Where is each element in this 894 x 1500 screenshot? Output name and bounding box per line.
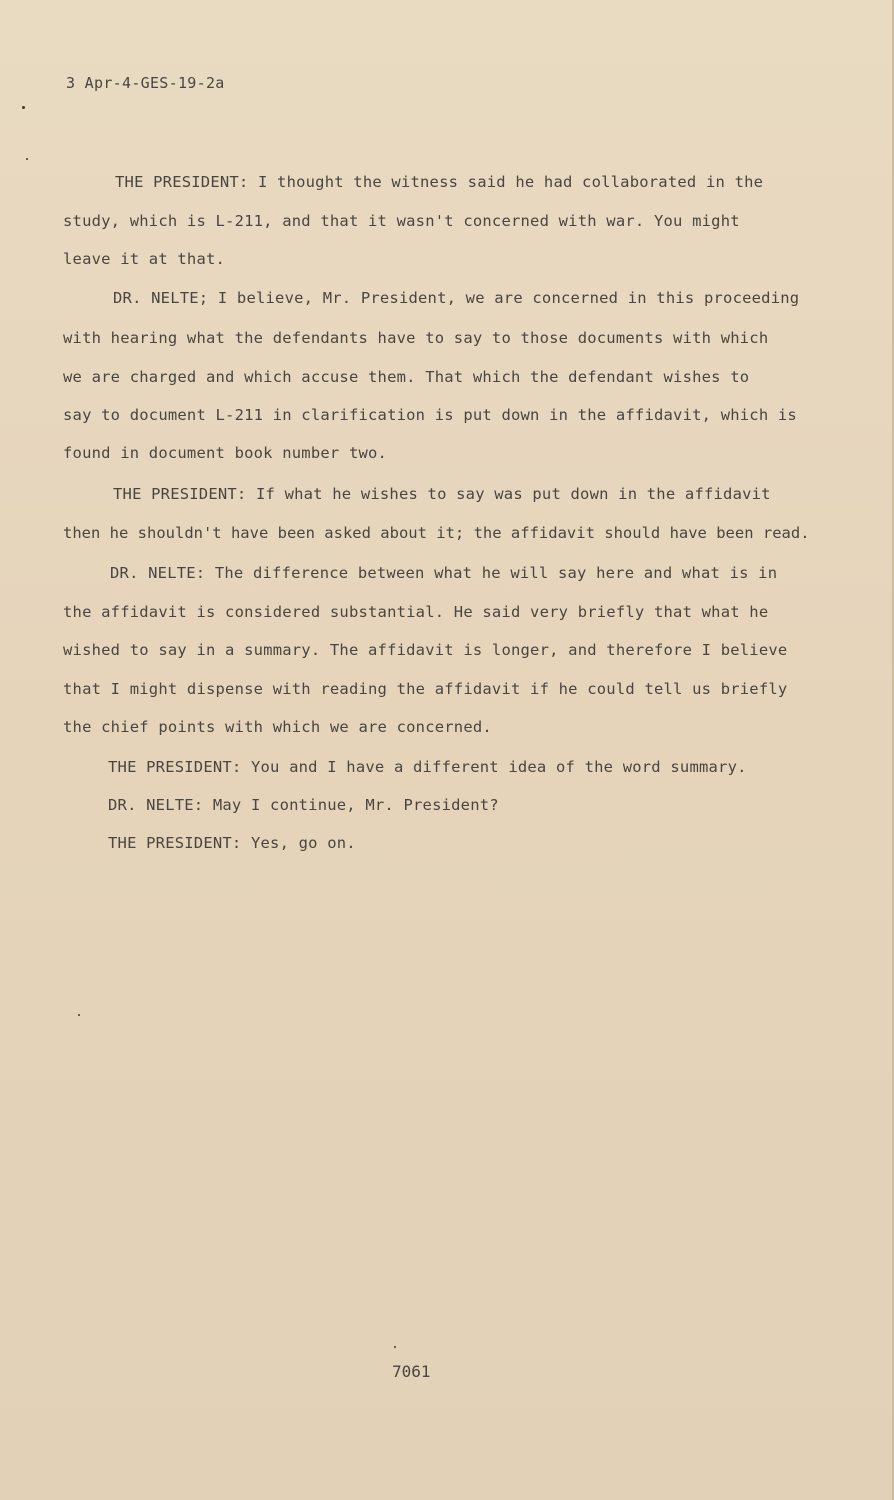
text-line: DR. NELTE: May I continue, Mr. President?	[108, 796, 499, 814]
text-line: the affidavit is considered substantial. He said very briefly that what he	[63, 603, 769, 621]
text-line: THE PRESIDENT: I thought the witness said he had collaborated in the	[115, 173, 764, 191]
text-line: wished to say in a summary. The affidavit is longer, and therefore I believe	[63, 641, 788, 659]
text-line: say to document L-211 in clarification is put down in the affidavit, which is	[63, 406, 797, 424]
text-line: found in document book number two.	[63, 444, 388, 462]
text-line: then he shouldn't have been asked about it; the affidavit should have been read.	[63, 524, 810, 542]
text-line: THE PRESIDENT: You and I have a different idea of the word summary.	[108, 758, 747, 776]
paper-speck	[394, 1346, 396, 1348]
text-line: DR. NELTE: The difference between what he will say here and what is in	[110, 564, 778, 582]
paper-speck	[78, 1014, 80, 1016]
document-id: 3 Apr-4-GES-19-2a	[66, 74, 225, 92]
paper-speck	[22, 106, 25, 109]
text-line: we are charged and which accuse them. That which the defendant wishes to	[63, 368, 750, 386]
text-line: THE PRESIDENT: Yes, go on.	[108, 834, 356, 852]
text-line: DR. NELTE; I believe, Mr. President, we are concerned in this proceeding	[113, 289, 800, 307]
text-line: leave it at that.	[63, 250, 226, 268]
paper-speck	[26, 158, 28, 160]
text-line: with hearing what the defendants have to say to those documents with which	[63, 329, 769, 347]
page-number: 7061	[392, 1362, 431, 1381]
text-line: that I might dispense with reading the affidavit if he could tell us briefly	[63, 680, 788, 698]
text-line: THE PRESIDENT: If what he wishes to say was put down in the affidavit	[113, 485, 771, 503]
text-line: the chief points with which we are concerned.	[63, 718, 492, 736]
text-line: study, which is L-211, and that it wasn't concerned with war. You might	[63, 212, 740, 230]
